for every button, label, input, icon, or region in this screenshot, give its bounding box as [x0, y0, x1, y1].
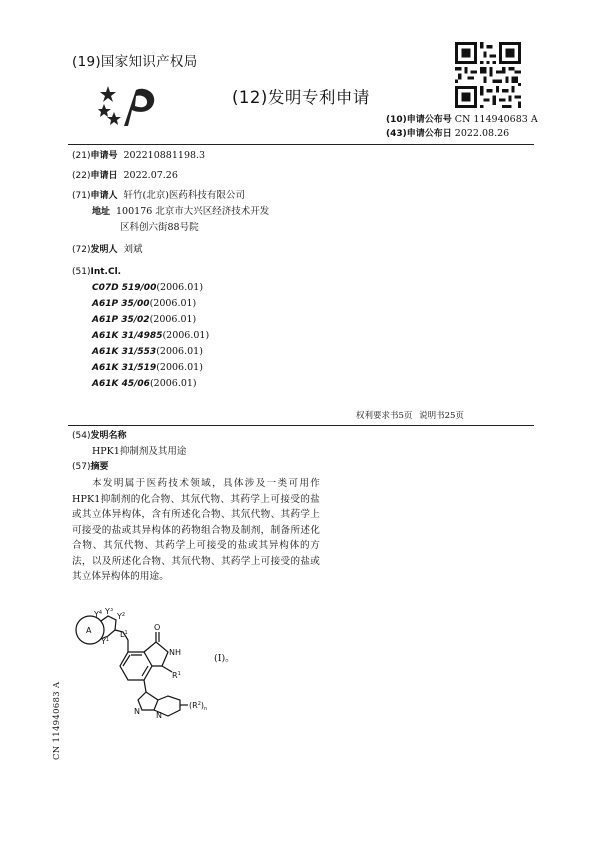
atom-nh: NH	[169, 648, 181, 657]
ipc-version: (2006.01)	[156, 362, 203, 373]
atom-y2: $Y^2$	[117, 612, 126, 621]
field-num: (57)	[72, 462, 91, 472]
ipc-code: C07D 519/00	[92, 283, 157, 293]
logo-star-1	[100, 86, 116, 102]
benzene-ring	[120, 652, 152, 680]
int-cl	[72, 264, 127, 280]
application-number	[72, 148, 205, 164]
cnipa-logo	[98, 86, 160, 128]
atom-l1: $L^1$	[120, 630, 128, 639]
applicant	[72, 188, 245, 204]
carbonyl-bond	[156, 632, 159, 642]
field-value: 202210881198.3	[123, 150, 206, 161]
application-date	[72, 168, 178, 184]
ipc-row	[92, 312, 196, 328]
header-divider	[68, 144, 534, 145]
field-label: 申请人	[90, 191, 118, 201]
field-value: 2022.07.26	[123, 170, 178, 181]
ipc-code: A61P 35/00	[92, 299, 150, 309]
abstract-heading	[72, 459, 115, 475]
field-value: 轩竹(北京)医药科技有限公司	[123, 190, 245, 201]
biblio-divider	[68, 425, 534, 426]
atom-n2: N	[156, 711, 162, 720]
field-label: 申请号	[90, 151, 118, 161]
ipc-version: (2006.01)	[162, 330, 210, 341]
ipc-row	[92, 280, 203, 296]
atom-y4: $Y^4$	[94, 610, 103, 619]
qr-code	[455, 42, 521, 108]
field-label: 申请日	[90, 171, 118, 181]
atom-y1: $Y^1$	[101, 637, 110, 646]
address-line-1: 100176 北京市大兴区经济技术开发	[116, 206, 270, 217]
atom-r1: $R^1$	[172, 671, 181, 680]
side-number-text: CN 114940683 A	[52, 681, 62, 760]
ipc-version: (2006.01)	[156, 346, 203, 357]
atom-ring-a: A	[86, 626, 92, 635]
atom-r2: $(R^2)_n$	[189, 701, 208, 712]
ipc-row	[92, 344, 203, 360]
logo-swoosh	[124, 89, 154, 126]
field-label: 发明人	[90, 245, 118, 255]
field-num: (72)	[72, 245, 91, 255]
office-name: (19)国家知识产权局	[72, 54, 198, 70]
field-value: 刘斌	[123, 244, 143, 255]
page-count: 权利要求书5页 说明书25页	[356, 411, 464, 421]
ipc-code: A61K 31/553	[92, 347, 157, 357]
pyrazole-ring	[138, 692, 158, 710]
field-label: 地址	[92, 207, 111, 217]
inventor	[72, 242, 143, 258]
chemical-structure	[68, 608, 218, 720]
ipc-row	[92, 328, 209, 344]
atom-n1: N	[134, 707, 140, 716]
field-num: (22)	[72, 171, 91, 181]
ipc-row	[92, 360, 203, 376]
field-label: 发明名称	[90, 431, 127, 441]
ipc-code: A61P 35/02	[92, 315, 150, 325]
atom-y3: $Y^3$	[105, 608, 114, 616]
field-num: (21)	[72, 151, 91, 161]
invention-title: HPK1抑制剂及其用途	[92, 446, 187, 457]
address-line-2: 区科创六街88号院	[120, 222, 199, 233]
logo-star-2	[98, 104, 111, 117]
ipc-row	[92, 296, 196, 312]
field-label: 摘要	[90, 462, 109, 472]
ipc-version: (2006.01)	[149, 378, 197, 389]
pub-date-value: 2022.08.26	[454, 128, 510, 139]
atom-oxygen: O	[154, 623, 161, 632]
invention-title-heading	[72, 428, 133, 444]
ipc-code: A61K 45/06	[92, 379, 150, 389]
r1-bond	[162, 666, 172, 672]
publication-info	[386, 113, 538, 141]
ipc-version: (2006.01)	[149, 298, 197, 309]
address	[92, 204, 269, 220]
pub-date-label: (43)申请公布日	[386, 129, 452, 139]
ipc-version: (2006.01)	[149, 314, 197, 325]
field-num: (51)	[72, 267, 91, 277]
pub-no-label: (10)申请公布号	[386, 115, 452, 125]
ipc-row	[92, 376, 197, 392]
document-type: (12)发明专利申请	[232, 88, 370, 107]
ipc-code: A61K 31/4985	[92, 331, 163, 341]
abstract-text: 本发明属于医药技术领域，具体涉及一类可用作HPK1抑制剂的化合物、其氘代物、其药学上可接受的盐或其立体异构体，含有所述化合物、其氘代物、其药学上可接受的盐或其异构体的药物组合物及制剂，制备所述化合物、其氘代物、其药学上可接受的盐或其异构体的方法，以及所述化合物、其氘代物、其药学上可接受的盐或其立体异构体的用途。	[72, 478, 320, 582]
pub-no-value: CN 114940683 A	[454, 114, 538, 125]
ipc-code: A61K 31/519	[92, 363, 157, 373]
ipc-version: (2006.01)	[156, 282, 204, 293]
logo-star-3	[107, 112, 121, 125]
formula-label: (I)。	[214, 653, 235, 664]
field-num: (54)	[72, 431, 91, 441]
field-num: (71)	[72, 191, 91, 201]
field-label: Int.Cl.	[90, 267, 122, 277]
side-publication-number	[52, 681, 66, 760]
lactam-ring	[144, 642, 168, 666]
